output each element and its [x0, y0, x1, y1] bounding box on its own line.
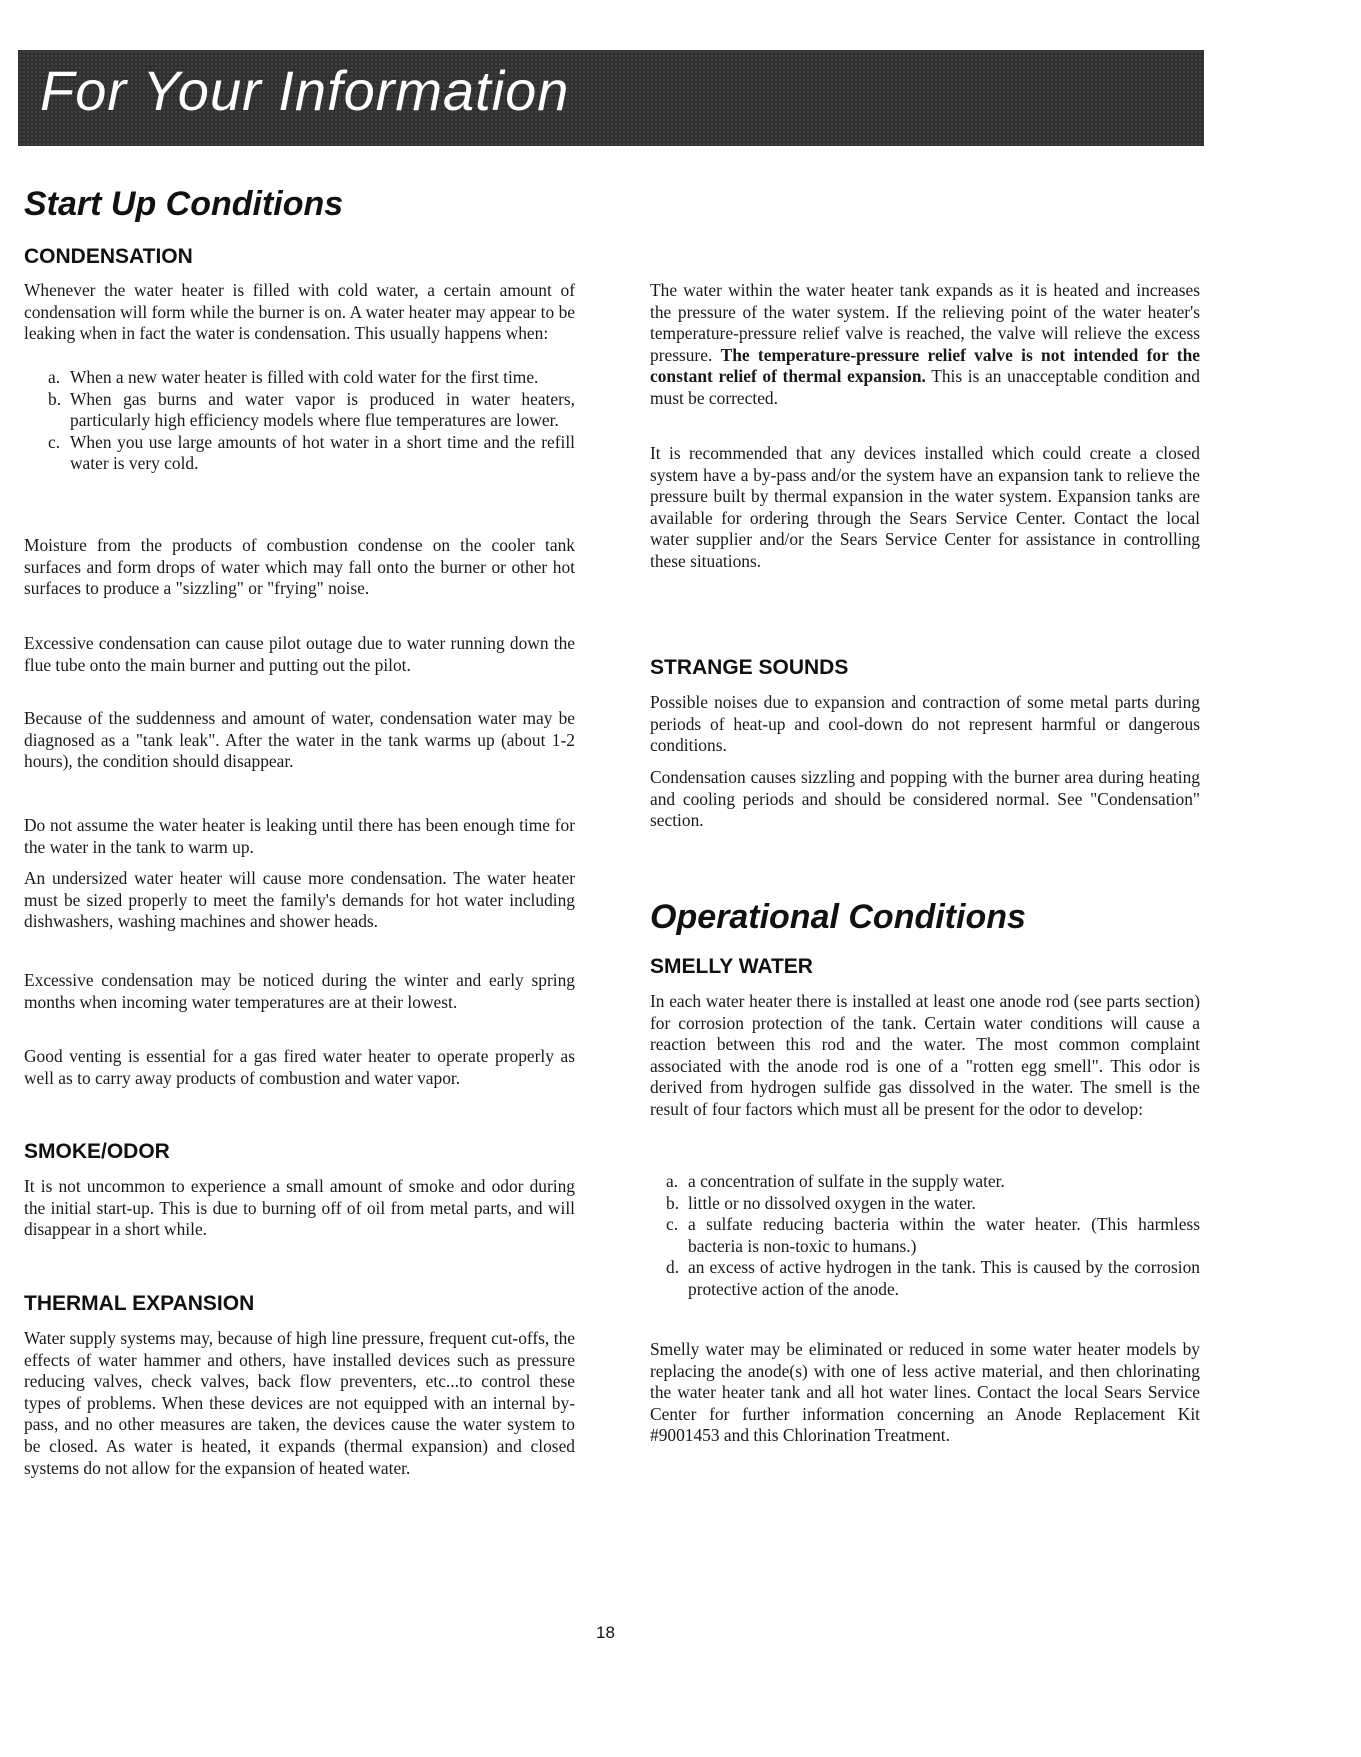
paragraph: Because of the suddenness and amount of water, condensation water may be diagnosed as a "tank leak". After the water in the tank warms up (about 1-2 hours), the condition should disappear. — [24, 708, 575, 772]
condensation-intro: Whenever the water heater is filled with cold water, a certain amount of condensation will form while the burner is on. A water heater may appear to be leaking when in fact the water is condensation. This usually happens when: — [24, 280, 575, 344]
list-item — [666, 1171, 1200, 1193]
list-text: When a new water heater is filled with cold water for the first time. — [70, 367, 539, 387]
list-marker: d. — [666, 1257, 680, 1278]
list-text: a concentration of sulfate in the supply water. — [688, 1171, 1005, 1191]
heading-thermal-expansion: THERMAL EXPANSION — [24, 1292, 255, 1315]
paragraph: An undersized water heater will cause more condensation. The water heater must be sized properly to meet the family's demands for hot water including dishwashers, washing machines and shower heads. — [24, 868, 575, 932]
relief-valve-warning: The temperature-pressure relief valve is not intended for the constant relief of thermal expansion. — [650, 344, 1200, 387]
heading-smoke-odor: SMOKE/ODOR — [24, 1140, 170, 1163]
smelly-water-intro: In each water heater there is installed at least one anode rod (see parts section) for corrosion protection of the tank. Certain water conditions will cause a reaction between this rod and the water. The most common complaint associated with the anode rod is one of a "rotten egg smell". This odor is derived from hydrogen sulfide gas dissolved in the water. The smell is the result of four factors which must all be present for the odor to develop: — [650, 991, 1200, 1119]
paragraph: Moisture from the products of combustion condense on the cooler tank surfaces and form drops of water which may fall onto the burner or other hot surfaces to produce a "sizzling" or "frying" noise. — [24, 535, 575, 599]
list-marker: b. — [666, 1192, 680, 1213]
paragraph: Excessive condensation can cause pilot outage due to water running down the flue tube onto the main burner and putting out the pilot. — [24, 633, 575, 675]
paragraph: Excessive condensation may be noticed during the winter and early spring months when incoming water temperatures are at their lowest. — [24, 970, 575, 1012]
list-text: When gas burns and water vapor is produced in water heaters, particularly high efficiency models where flue temperatures are lower. — [70, 388, 575, 431]
heading-condensation: CONDENSATION — [24, 245, 193, 268]
section-title-operational: Operational Conditions — [650, 898, 1026, 936]
smelly-water-list — [666, 1171, 1200, 1301]
list-text: When you use large amounts of hot water in a short time and the refill water is very cold. — [70, 431, 575, 474]
paragraph: Condensation causes sizzling and popping with the burner area during heating and cooling periods and should be considered normal. See "Condensation" section. — [650, 767, 1200, 831]
continued-text: The water within the water heater tank expands as it is heated and increases the pressure of the water system. If the relieving point of the water heater's temperature-pressure relief valve is reached, the valve will relieve the excess pressure. — [650, 280, 1200, 365]
thermal-expansion-text: Water supply systems may, because of high line pressure, frequent cut-offs, the effects of water hammer and others, have installed devices such as pressure reducing valves, check valves, back flow preventers, etc...to control these types of problems. When these devices are not equipped with an internal by-pass, and no other measures are taken, the devices cause the water system to be closed. As water is heated, it expands (thermal expansion) and closed systems do not allow for the expansion of heated water. — [24, 1328, 575, 1478]
section-title-start-up: Start Up Conditions — [24, 185, 344, 223]
smoke-odor-text: It is not uncommon to experience a small amount of smoke and odor during the initial start-up. This is due to burning off of oil from metal parts, and will disappear in a short while. — [24, 1176, 575, 1240]
list-item — [666, 1214, 1200, 1257]
list-marker: c. — [48, 431, 61, 452]
thermal-expansion-recommendation: It is recommended that any devices installed which could create a closed system have a by-pass and/or the system have an expansion tank to relieve the pressure built by thermal expansion in the water system. Expansion tanks are available for ordering through the Sears Service Center. Contact the local water supplier and/or the Sears Service Center for assistance in controlling these situations. — [650, 443, 1200, 571]
banner-title: For Your Information — [40, 59, 570, 122]
list-text: a sulfate reducing bacteria within the water heater. (This harmless bacteria is non-toxic to humans.) — [688, 1214, 1200, 1256]
paragraph: Possible noises due to expansion and contraction of some metal parts during periods of heat-up and cool-down do not represent harmful or dangerous conditions. — [650, 692, 1200, 756]
thermal-expansion-continued — [650, 280, 1200, 410]
list-text: an excess of active hydrogen in the tank. This is caused by the corrosion protective action of the anode. — [688, 1257, 1200, 1299]
list-item — [666, 1193, 1200, 1215]
list-text: little or no dissolved oxygen in the water. — [688, 1192, 976, 1213]
continued-text-end: This is an unacceptable condition and must be corrected. — [650, 366, 1200, 408]
list-marker: c. — [666, 1214, 679, 1235]
list-item — [48, 389, 575, 432]
list-marker: b. — [48, 388, 62, 409]
heading-strange-sounds: STRANGE SOUNDS — [650, 656, 849, 679]
list-item — [666, 1257, 1200, 1300]
list-item — [48, 367, 575, 389]
smelly-water-closing: Smelly water may be eliminated or reduced in some water heater models by replacing the anode(s) with one of less active material, and then chlorinating the water heater tank and all hot water lines. Contact the local Sears Service Center for further information concerning an Anode Replacement Kit #9001453 and this Chlorination Treatment. — [650, 1339, 1200, 1446]
page-number: 18 — [596, 1623, 615, 1642]
list-marker: a. — [48, 367, 61, 387]
paragraph: Do not assume the water heater is leaking until there has been enough time for the water in the tank to warm up. — [24, 815, 575, 857]
condensation-list — [48, 367, 575, 475]
page-banner — [18, 50, 1204, 146]
heading-smelly-water: SMELLY WATER — [650, 955, 813, 978]
list-marker: a. — [666, 1171, 679, 1191]
paragraph: Good venting is essential for a gas fired water heater to operate properly as well as to carry away products of combustion and water vapor. — [24, 1046, 575, 1088]
list-item — [48, 432, 575, 475]
